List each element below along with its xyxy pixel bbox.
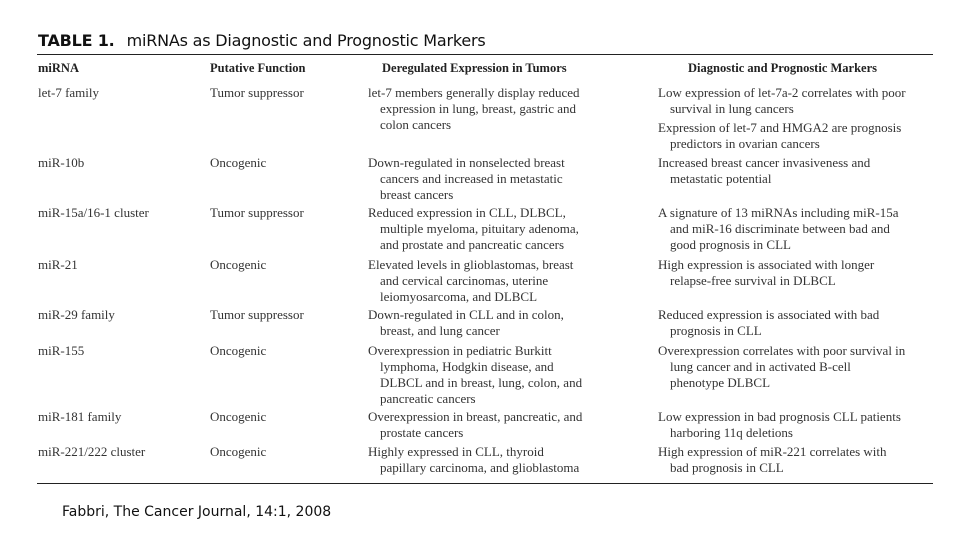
header-expression: Deregulated Expression in Tumors [382, 61, 567, 75]
cell-entry [38, 444, 145, 460]
cell-line: expression in lung, breast, gastric and [380, 101, 577, 116]
table-label: TABLE 1. [38, 31, 115, 50]
cell-line: A signature of 13 miRNAs including miR-15a [658, 205, 899, 220]
cell-line: lung cancer and in activated B-cell [670, 359, 851, 374]
cell-line: papillary carcinoma, and glioblastoma [380, 460, 580, 475]
cell-entry [38, 205, 149, 221]
cell-line: Overexpression in pediatric Burkitt [368, 343, 552, 358]
cell-entry [210, 307, 304, 323]
cell-entry [368, 343, 582, 407]
cell-markers [658, 85, 906, 152]
cell-entry [368, 257, 573, 305]
cell-line: predictors in ovarian cancers [670, 136, 820, 151]
cell-line: and prostate and pancreatic cancers [380, 237, 565, 252]
cell-function [210, 343, 266, 359]
cell-mirna [38, 257, 78, 273]
cell-line: High expression of miR-221 correlates with [658, 444, 887, 459]
cell-line: miR-221/222 cluster [38, 444, 146, 459]
cell-markers [658, 205, 898, 253]
cell-markers [658, 444, 887, 476]
cell-line: pancreatic cancers [380, 391, 476, 406]
cell-entry [368, 444, 579, 476]
cell-line: and miR-16 discriminate between bad and [670, 221, 890, 236]
cell-expression [368, 444, 579, 476]
cell-entry [658, 307, 879, 339]
cell-mirna [38, 343, 84, 359]
cell-line: Oncogenic [210, 444, 267, 459]
table-caption: miRNAs as Diagnostic and Prognostic Markers [126, 31, 486, 50]
cell-expression [368, 409, 582, 441]
cell-entry [38, 85, 99, 101]
cell-line: Low expression in bad prognosis CLL patients [658, 409, 901, 424]
cell-line: Elevated levels in glioblastomas, breast [368, 257, 574, 272]
cell-line: Low expression of let-7a-2 correlates with poor [658, 85, 906, 100]
cell-entry [368, 307, 564, 339]
header-markers: Diagnostic and Prognostic Markers [688, 61, 877, 75]
cell-mirna [38, 205, 149, 221]
cell-entry [38, 257, 78, 273]
cell-function [210, 307, 304, 323]
cell-expression [368, 205, 579, 253]
cell-entry [368, 409, 582, 441]
cell-entry [38, 409, 121, 425]
cell-expression [368, 85, 580, 133]
cell-line: miR-15a/16-1 cluster [38, 205, 149, 220]
cell-line: lymphoma, Hodgkin disease, and [380, 359, 554, 374]
cell-line: Reduced expression in CLL, DLBCL, [368, 205, 566, 220]
top-rule [37, 54, 933, 55]
cell-line: leiomyosarcoma, and DLBCL [380, 289, 538, 304]
cell-entry [658, 155, 870, 187]
table-title [38, 31, 486, 50]
cell-entry [368, 85, 580, 133]
cell-line: multiple myeloma, pituitary adenoma, [380, 221, 579, 236]
cell-entry [658, 257, 874, 289]
cell-line: Tumor suppressor [210, 205, 304, 220]
cell-entry [368, 205, 579, 253]
cell-line: breast cancers [380, 187, 454, 202]
cell-line: Down-regulated in CLL and in colon, [368, 307, 564, 322]
cell-function [210, 85, 304, 101]
cell-line: Reduced expression is associated with bad [658, 307, 880, 322]
cell-line: colon cancers [380, 117, 452, 132]
cell-function [210, 409, 266, 425]
cell-line: metastatic potential [670, 171, 772, 186]
cell-function [210, 155, 266, 171]
cell-line: miR-10b [38, 155, 85, 170]
cell-markers [658, 307, 879, 339]
cell-expression [368, 257, 573, 305]
cell-line: Tumor suppressor [210, 307, 304, 322]
cell-markers [658, 257, 874, 289]
cell-line: Down-regulated in nonselected breast [368, 155, 565, 170]
cell-entry [210, 85, 304, 101]
cell-markers [658, 343, 905, 391]
cell-expression [368, 155, 565, 203]
cell-entry [658, 409, 901, 441]
cell-entry [658, 343, 905, 391]
cell-line: let-7 members generally display reduced [368, 85, 580, 100]
cell-line: relapse-free survival in DLBCL [670, 273, 836, 288]
cell-line: Overexpression in breast, pancreatic, and [368, 409, 583, 424]
cell-line: breast, and lung cancer [380, 323, 500, 338]
cell-entry [658, 205, 898, 253]
cell-line: miR-29 family [38, 307, 115, 322]
cell-entry [210, 205, 304, 221]
cell-expression [368, 343, 582, 407]
cell-line: Highly expressed in CLL, thyroid [368, 444, 544, 459]
cell-line: cancers and increased in metastatic [380, 171, 563, 186]
cell-entry [658, 444, 887, 476]
cell-function [210, 444, 266, 460]
cell-entry [210, 409, 266, 425]
citation: Fabbri, The Cancer Journal, 14:1, 2008 [62, 504, 332, 520]
cell-line: good prognosis in CLL [670, 237, 791, 252]
cell-function [210, 257, 266, 273]
cell-entry [38, 343, 84, 359]
cell-line: Increased breast cancer invasiveness and [658, 155, 871, 170]
cell-line: harboring 11q deletions [670, 425, 793, 440]
cell-mirna [38, 85, 99, 101]
cell-entry [38, 307, 115, 323]
cell-line: prognosis in CLL [670, 323, 762, 338]
header-mirna: miRNA [38, 61, 79, 75]
cell-line: survival in lung cancers [670, 101, 794, 116]
cell-line: prostate cancers [380, 425, 464, 440]
cell-markers [658, 155, 870, 187]
cell-line: DLBCL and in breast, lung, colon, and [380, 375, 583, 390]
cell-line: Expression of let-7 and HMGA2 are prognosis [658, 120, 902, 135]
cell-line: miR-181 family [38, 409, 122, 424]
cell-entry [210, 155, 266, 171]
cell-line: Overexpression correlates with poor survival in [658, 343, 906, 358]
cell-expression [368, 307, 564, 339]
cell-line: bad prognosis in CLL [670, 460, 784, 475]
cell-mirna [38, 444, 145, 460]
cell-function [210, 205, 304, 221]
bottom-rule [37, 483, 933, 484]
cell-mirna [38, 307, 115, 323]
cell-entry [210, 257, 266, 273]
cell-entry [658, 85, 906, 117]
cell-markers [658, 409, 901, 441]
cell-entry [210, 444, 266, 460]
cell-entry [210, 343, 266, 359]
cell-line: Oncogenic [210, 155, 267, 170]
cell-line: miR-21 [38, 257, 78, 272]
cell-line: phenotype DLBCL [670, 375, 771, 390]
cell-line: Oncogenic [210, 257, 267, 272]
cell-line: High expression is associated with longer [658, 257, 875, 272]
cell-mirna [38, 155, 84, 171]
cell-line: miR-155 [38, 343, 85, 358]
cell-entry [368, 155, 565, 203]
cell-line: let-7 family [38, 85, 100, 100]
cell-line: Oncogenic [210, 343, 267, 358]
header-function: Putative Function [210, 61, 306, 75]
cell-line: Oncogenic [210, 409, 267, 424]
cell-line: Tumor suppressor [210, 85, 304, 100]
cell-entry [38, 155, 84, 171]
cell-mirna [38, 409, 121, 425]
cell-line: and cervical carcinomas, uterine [380, 273, 549, 288]
cell-entry [658, 120, 906, 152]
